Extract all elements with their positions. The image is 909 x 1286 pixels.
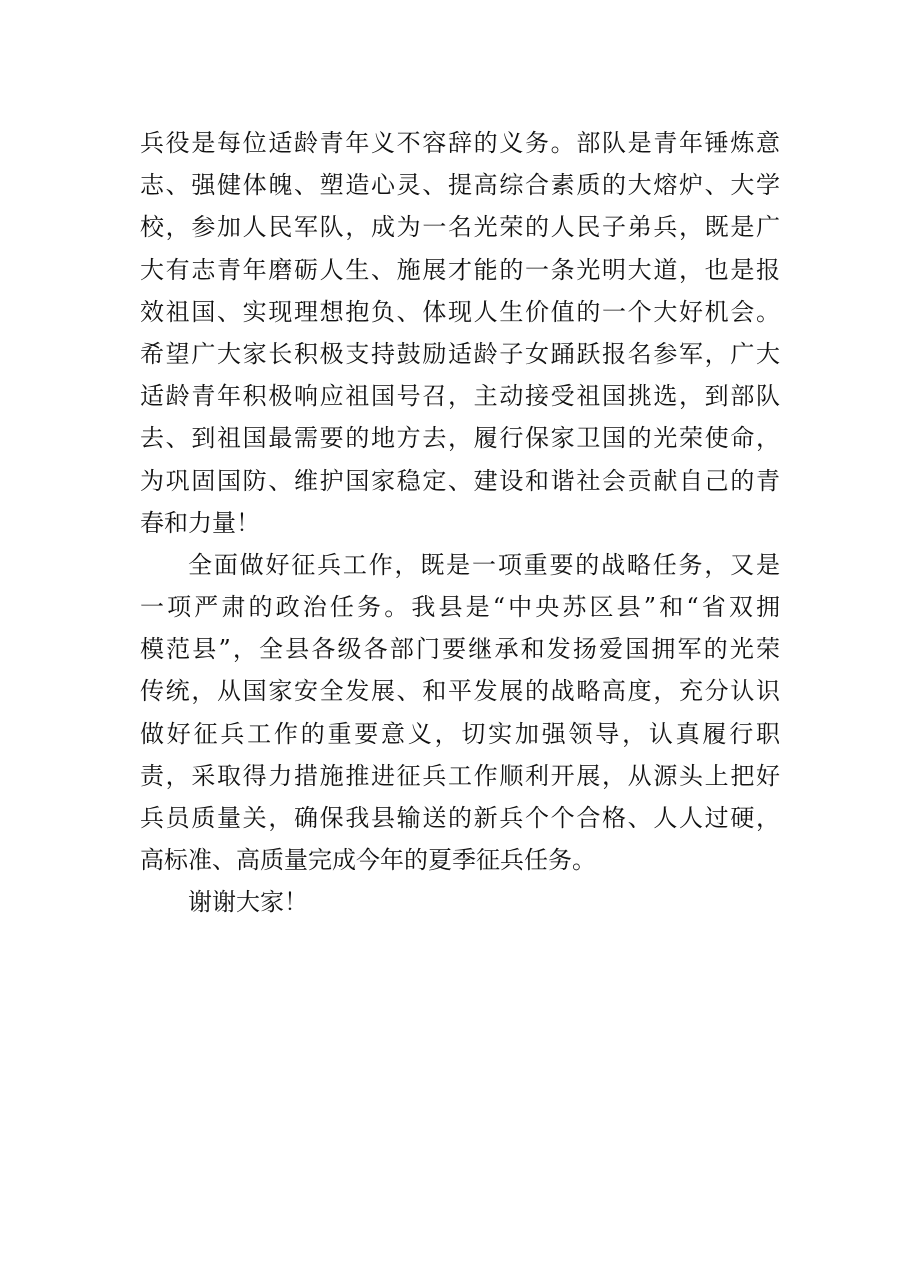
text-line: 去、到祖国最需要的地方去，履行保家卫国的光荣使命， <box>140 424 780 453</box>
text-line: 兵役是每位适龄青年义不容辞的义务。部队是青年锤炼意 <box>140 129 780 157</box>
text-line: 志、强健体魄、塑造心灵、提高综合素质的大熔炉、大学 <box>140 171 780 200</box>
text-line: 春和力量！ <box>140 508 260 537</box>
paragraph-2 <box>140 544 780 882</box>
text-line: 大有志青年磨砺人生、施展才能的一条光明大道，也是报 <box>140 255 780 284</box>
text-line: 高标准、高质量完成今年的夏季征兵任务。 <box>140 846 596 875</box>
text-line: 兵员质量关，确保我县输送的新兵个个合格、人人过硬， <box>140 804 780 832</box>
text-line: 希望广大家长积极支持鼓励适龄子女踊跃报名参军，广大 <box>140 339 780 368</box>
text-line: 为巩固国防、维护国家稳定、建设和谐社会贡献自己的青 <box>140 466 780 495</box>
text-line: 责，采取得力措施推进征兵工作顺利开展，从源头上把好 <box>140 761 780 790</box>
text-line: 传统，从国家安全发展、和平发展的战略高度，充分认识 <box>140 677 780 706</box>
text-line: 做好征兵工作的重要意义，切实加强领导，认真履行职 <box>140 719 780 748</box>
text-line: 校，参加人民军队，成为一名光荣的人民子弟兵，既是广 <box>140 213 780 242</box>
text-line: 谢谢大家！ <box>188 888 308 917</box>
paragraph-3 <box>140 881 780 923</box>
paragraph-1 <box>140 122 780 544</box>
text-line: 效祖国、实现理想抱负、体现人生价值的一个大好机会。 <box>140 297 780 326</box>
text-line: 一项严肃的政治任务。我县是“中央苏区县”和“省双拥 <box>140 593 780 622</box>
text-line: 全面做好征兵工作，既是一项重要的战略任务，又是 <box>188 550 780 579</box>
document-body <box>140 122 780 924</box>
text-line: 适龄青年积极响应祖国号召，主动接受祖国挑选，到部队 <box>140 382 780 411</box>
text-line: 模范县”，全县各级各部门要继承和发扬爱国拥军的光荣 <box>140 635 780 664</box>
